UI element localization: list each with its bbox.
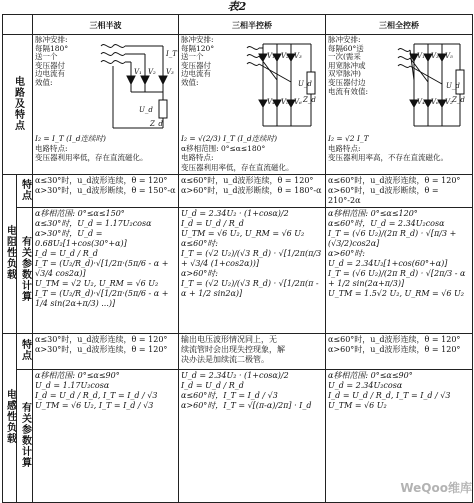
pulse-annotation-half-wave: 脉冲安排: 每隔180° 送一个 变压器付 边电流有 效值: (35, 36, 97, 88)
label-v3: V₃ (294, 52, 302, 60)
inductive-feature-full-control: α≤60°时，u_d波形连续，θ = 120° α>60°时，u_d波形连续，θ = 120° (326, 334, 473, 370)
resistive-params-half-control: U_d = 2.34U₂ · (1+cosα)/2 I_d = U_d / R_d U_TM = √6 U₂, U_RM = √6 U₂ α≤60°时: I_T = (√2 U₂)/(√3 R_d) · √[1/2π(π/3 + √3/4 (1+cos2α))] α>60°时: I_T = (√2 U₂)/(√3 R_d) · √[1/2π(π - α + 1/2 sin2α)] (179, 208, 326, 334)
corner-cell (3, 15, 33, 35)
pulse-annotation-full-control: 脉冲安排: 每隔60°送 一次(需采 用宽脉冲或 双窄脉冲) 变压器付边 电流有效值: (328, 36, 390, 96)
inductive-params-half-control: U_d = 2.34U₂ · (1+cosα)/2 I_d = U_d / R_d α≤60°时，I_T = I_d / √3 α>60°时，I_T = √[(π-α)/2π] · I_d (179, 370, 326, 503)
label-v1: V₁ (417, 52, 425, 60)
resistive-feature-half-wave: α≤30°时，u_d波形连续，θ = 120° α>30°时，u_d波形断续，θ = 150°-α (33, 175, 179, 208)
label-ud: U_d (139, 106, 153, 114)
subrow-header-params-resistive: 有关参数计算 (17, 208, 33, 334)
label-v4: V₄ (417, 98, 425, 106)
row-header-inductive: 电感性负载 (3, 334, 17, 503)
circuit-notes-full-control: I₂ = √2 I_T 电路特点: 变压器利用率高，不存在直流磁化。 (328, 134, 470, 163)
label-v2: V₂ (281, 52, 289, 60)
comparison-table (2, 14, 473, 503)
resistive-feature-full-control: α≤60°时，u_d波形连续，θ = 120° α>60°时，u_d波形断续，θ = 210°-2α (326, 175, 473, 208)
col-header-full-control: 三相全控桥 (326, 15, 473, 35)
subrow-header-params-inductive: 有关参数计算 (17, 370, 33, 503)
circuit-notes-half-control: I₂ = √(2/3) I_T (I_d连续时) α移相范围: 0°≤α≤180° 电路特点: 变压器利用率低，存在直流磁化。 (181, 134, 323, 172)
resistive-feature-half-control: α≤60°时，u_d波形连续，θ = 120° α>60°时，u_d波形断续，θ = 180°-α (179, 175, 326, 208)
inductive-feature-half-control: 输出电压波形情况同上，无 续流管时会出现失控现象，解 决办法是加续流二极管。 (179, 334, 326, 370)
label-v5: V₅ (281, 98, 289, 106)
label-v6: V₆ (431, 98, 439, 106)
label-v3: V₃ (166, 68, 174, 76)
row-header-resistive: 电阻性负载 (3, 175, 17, 334)
col-header-half-wave: 三相半波 (33, 15, 179, 35)
resistive-params-full-control: α移相范围: 0°≤α≤120° α≤60°时，U_d = 2.34U₂cosα I_T = (√6 U₂)/(2π R_d) · √[π/3 + (√3/2)cos2α] α>60°时: U_d = 2.34U₂[1+cos(60°+α)] I_T = (√6 U₂)/(2π R_d) · √[2π/3 - α + 1/2 sin(2α+π/3)] U_TM = 1.5√2 U₂, U_RM = √6 U₂ (326, 208, 473, 334)
label-v3: V₃ (431, 52, 439, 60)
label-it: I_T (166, 50, 177, 58)
current-formula-half-control: I₂ = √(2/3) I_T (I_d连续时) (181, 134, 278, 143)
current-formula-half-wave: I₂ = I_T (I_d连续时) (35, 134, 106, 143)
row-header-circuit: 电路及特点 (3, 35, 33, 175)
label-v4: V₄ (267, 98, 275, 106)
label-v6: V₆ (294, 98, 302, 106)
circuit-full-control (328, 36, 470, 134)
label-v1: V₁ (134, 68, 142, 76)
inductive-params-full-control: α移相范围: 0°≤α≤90° U_d = 2.34U₂cosα I_d = U_d / R_d, I_T = I_d / √3 U_TM = √6 U₂ (326, 370, 473, 503)
circuit-cell-half-control (179, 35, 326, 175)
subrow-header-feature-resistive: 特点 (17, 175, 33, 208)
circuit-half-control (181, 36, 323, 134)
table-title: 表2 (227, 0, 247, 13)
label-ud: U_d (446, 82, 460, 90)
pulse-annotation-half-control: 脉冲安排: 每隔120° 送一个 变压器付 边电流有 效值: (181, 36, 243, 88)
resistive-params-half-wave: α移相范围: 0°≤α≤150° α≤30°时，U_d = 1.17U₂cosα α>30°时，U_d = 0.68U₂[1+cos(30°+α)] I_d = U_d / R_d I_T = (U₂/R_d)·√[1/2π·(5π/6 - α + √3/4 cos2α)] U_TM = √2 U₂, U_RM = √6 U₂ I_T = (U₂/R_d)·√[1/2π·(5π/6 - α + 1/4 sin(2α+π/3) ...)] (33, 208, 179, 334)
current-formula-full-control: I₂ = √2 I_T (328, 134, 369, 143)
label-v2: V₂ (445, 98, 453, 106)
label-zd: Z_d (303, 96, 316, 104)
circuit-cell-full-control (326, 35, 473, 175)
label-v2: V₂ (148, 68, 156, 76)
label-v1: V₁ (267, 52, 275, 60)
circuit-cell-half-wave (33, 35, 179, 175)
inductive-feature-half-wave: α≤30°时，u_d波形连续，θ = 120° α>30°时，u_d波形连续，θ = 120° (33, 334, 179, 370)
circuit-half-wave (35, 36, 176, 134)
inductive-params-half-wave: α移相范围: 0°≤α≤90° U_d = 1.17U₂cosα I_d = U_d / R_d, I_T = I_d / √3 U_TM = √6 U₂, I_T = I_d / √3 (33, 370, 179, 503)
subrow-header-feature-inductive: 特点 (17, 334, 33, 370)
label-v5: V₅ (445, 52, 453, 60)
col-header-half-control: 三相半控桥 (179, 15, 326, 35)
label-ud: U_d (298, 80, 312, 88)
label-zd: Z_d (150, 120, 163, 128)
watermark-logo: WeQoo维库 (400, 481, 472, 495)
label-zd: Z_d (452, 96, 465, 104)
circuit-notes-half-wave: I₂ = I_T (I_d连续时) 电路特点: 变压器利用率低，存在直流磁化。 (35, 134, 176, 163)
